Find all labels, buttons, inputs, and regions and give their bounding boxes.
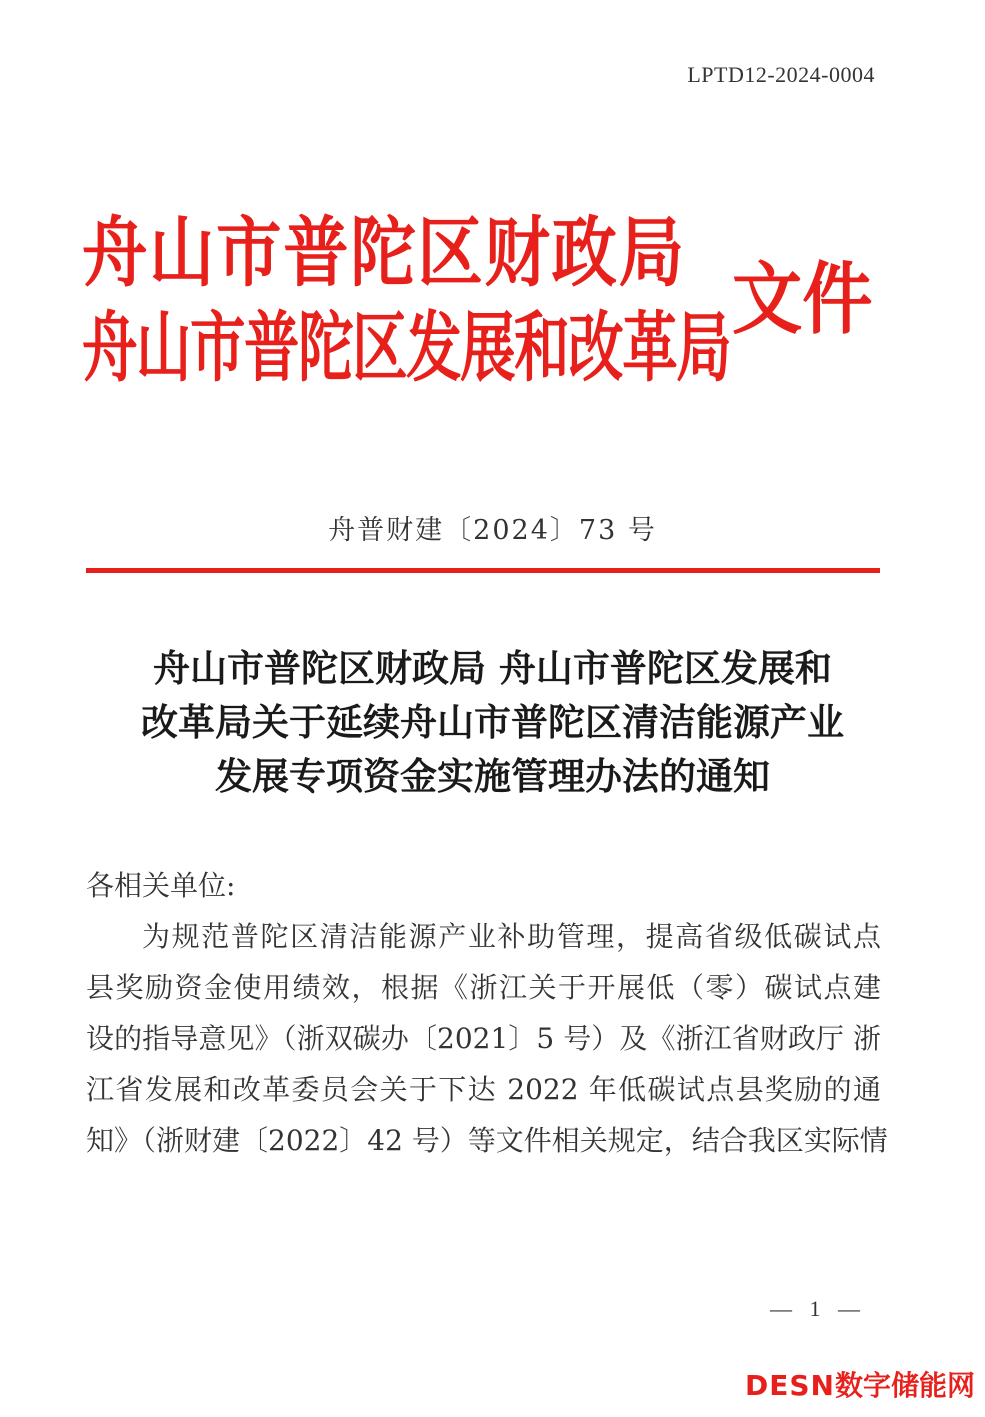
body-line: 知》（浙财建〔2022〕42 号）等文件相关规定，结合我区实际情: [86, 1124, 888, 1157]
issuer-development-bureau: 舟山市普陀区发展和改革局: [82, 303, 731, 392]
body-line: 县奖励资金使用绩效，根据《浙江关于开展低（零）碳试点建: [86, 971, 881, 1004]
salutation: 各相关单位:: [86, 869, 236, 902]
body-line: 为规范普陀区清洁能源产业补助管理，提高省级低碳试点: [142, 920, 881, 953]
page-number: — 1 —: [770, 1296, 866, 1321]
body-line: 设的指导意见》（浙双碳办〔2021〕5 号）及《浙江省财政厅 浙: [86, 1022, 881, 1055]
body-line: 江省发展和改革委员会关于下达 2022 年低碳试点县奖励的通: [86, 1073, 881, 1106]
issuer-finance-bureau: 舟山市普陀区财政局: [82, 208, 686, 297]
watermark-cjk: 数字储能网: [834, 1369, 975, 1402]
title-line: 舟山市普陀区财政局 舟山市普陀区发展和: [153, 647, 832, 690]
red-divider: [86, 568, 880, 573]
watermark-logo: [745, 1364, 975, 1404]
document-code: LPTD12-2024-0004: [687, 62, 875, 87]
document-suffix: 文件: [732, 255, 873, 345]
red-header: [82, 200, 882, 410]
watermark-latin: DESN: [745, 1369, 835, 1402]
body-paragraph: [86, 911, 888, 1166]
document-number: 舟普财建〔2024〕73 号: [328, 515, 657, 546]
document-title: [80, 642, 905, 804]
title-line: 改革局关于延续舟山市普陀区清洁能源产业: [141, 701, 844, 744]
title-line: 发展专项资金实施管理办法的通知: [215, 755, 770, 798]
